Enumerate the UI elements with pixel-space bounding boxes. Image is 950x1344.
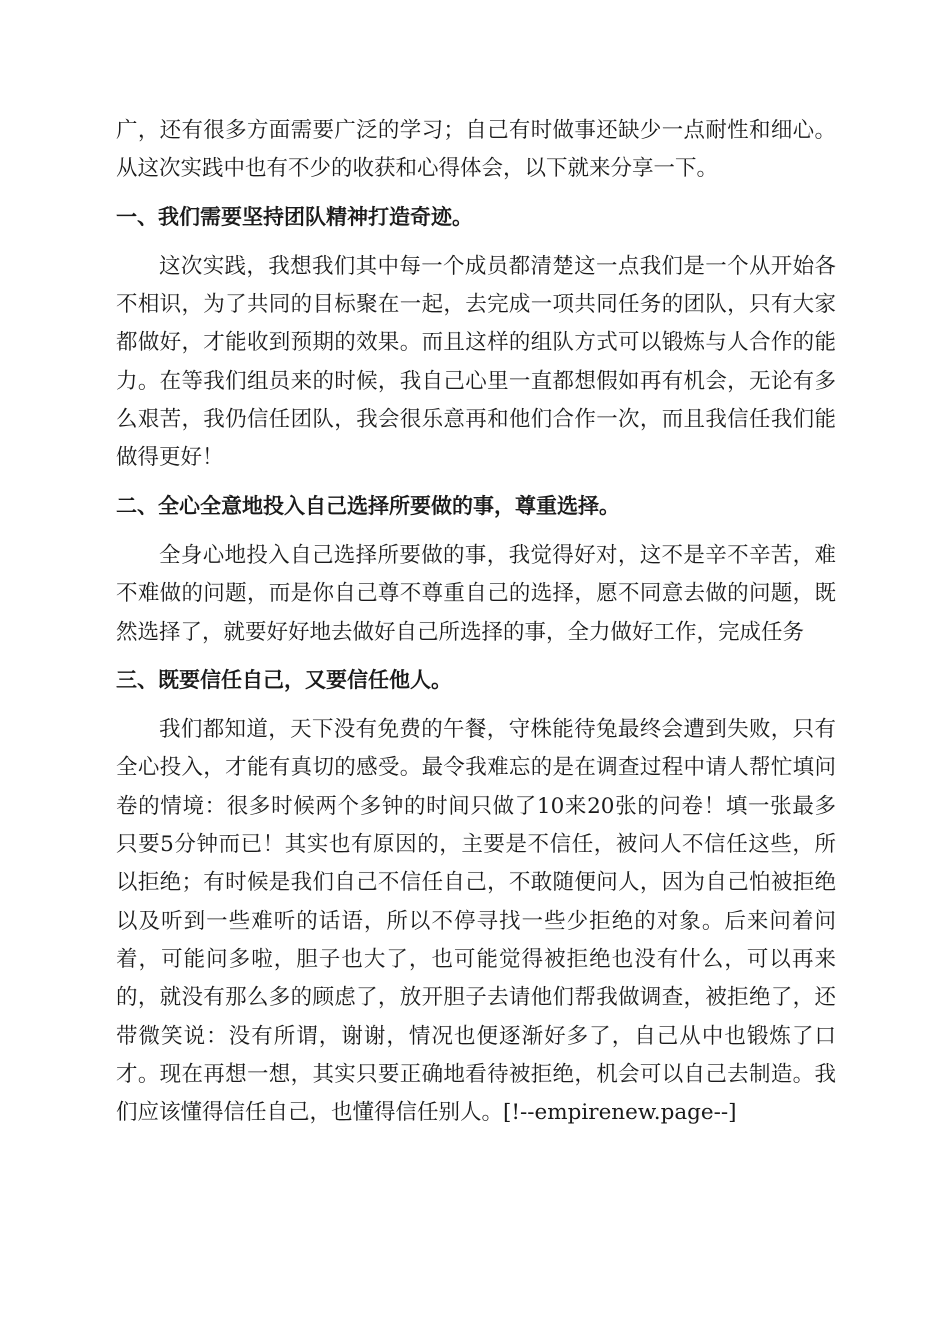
- section-heading-3: 三、既要信任自己，又要信任他人。: [116, 667, 452, 692]
- section-heading-1: 一、我们需要坚持团队精神打造奇迹。: [116, 204, 473, 229]
- section-heading-2: 二、全心全意地投入自己选择所要做的事，尊重选择。: [116, 493, 620, 518]
- section-paragraph-2: 全身心地投入自己选择所要做的事，我觉得好对，这不是辛不辛苦，难不难做的问题，而是你自己尊不尊重自己的选择，愿不同意去做的问题，既然选择了，就要好好地去做好自己所选择的事，全力做好工作，完成任务: [116, 542, 836, 645]
- intro-paragraph: 广，还有很多方面需要广泛的学习；自己有时做事还缺少一点耐性和细心。从这次实践中也有不少的收获和心得体会，以下就来分享一下。: [116, 118, 836, 182]
- section-paragraph-3: 我们都知道，天下没有免费的午餐，守株能待兔最终会遭到失败，只有全心投入，才能有真切的感受。最令我难忘的是在调查过程中请人帮忙填问卷的情境：很多时候两个多钟的时间只做了10来20张的问卷！填一张最多只要5分钟而已！其实也有原因的，主要是不信任，被问人不信任这些，所以拒绝；有时候是我们自己不信任自己，不敢随便问人，因为自己怕被拒绝以及听到一些难听的话语，所以不停寻找一些少拒绝的对象。后来问着问着，可能问多啦，胆子也大了，也可能觉得被拒绝也没有什么，可以再来的，就没有那么多的顾虑了，放开胆子去请他们帮我做调查，被拒绝了，还带微笑说：没有所谓，谢谢，情况也便逐渐好多了，自己从中也锻炼了口才。现在再想一想，其实只要正确地看待被拒绝，机会可以自己去制造。我们应该懂得信任自己，也懂得信任别人。[!--empirenew.page--]: [116, 717, 836, 1126]
- section-paragraph-1: 这次实践，我想我们其中每一个成员都清楚这一点我们是一个从开始各不相识，为了共同的目标聚在一起，去完成一项共同任务的团队，只有大家都做好，才能收到预期的效果。而且这样的组队方式可以锻炼与人合作的能力。在等我们组员来的时候，我自己心里一直都想假如再有机会，无论有多么艰苦，我仍信任团队，我会很乐意再和他们合作一次，而且我信任我们能做得更好！: [116, 253, 836, 471]
- document-page: [116, 112, 836, 1132]
